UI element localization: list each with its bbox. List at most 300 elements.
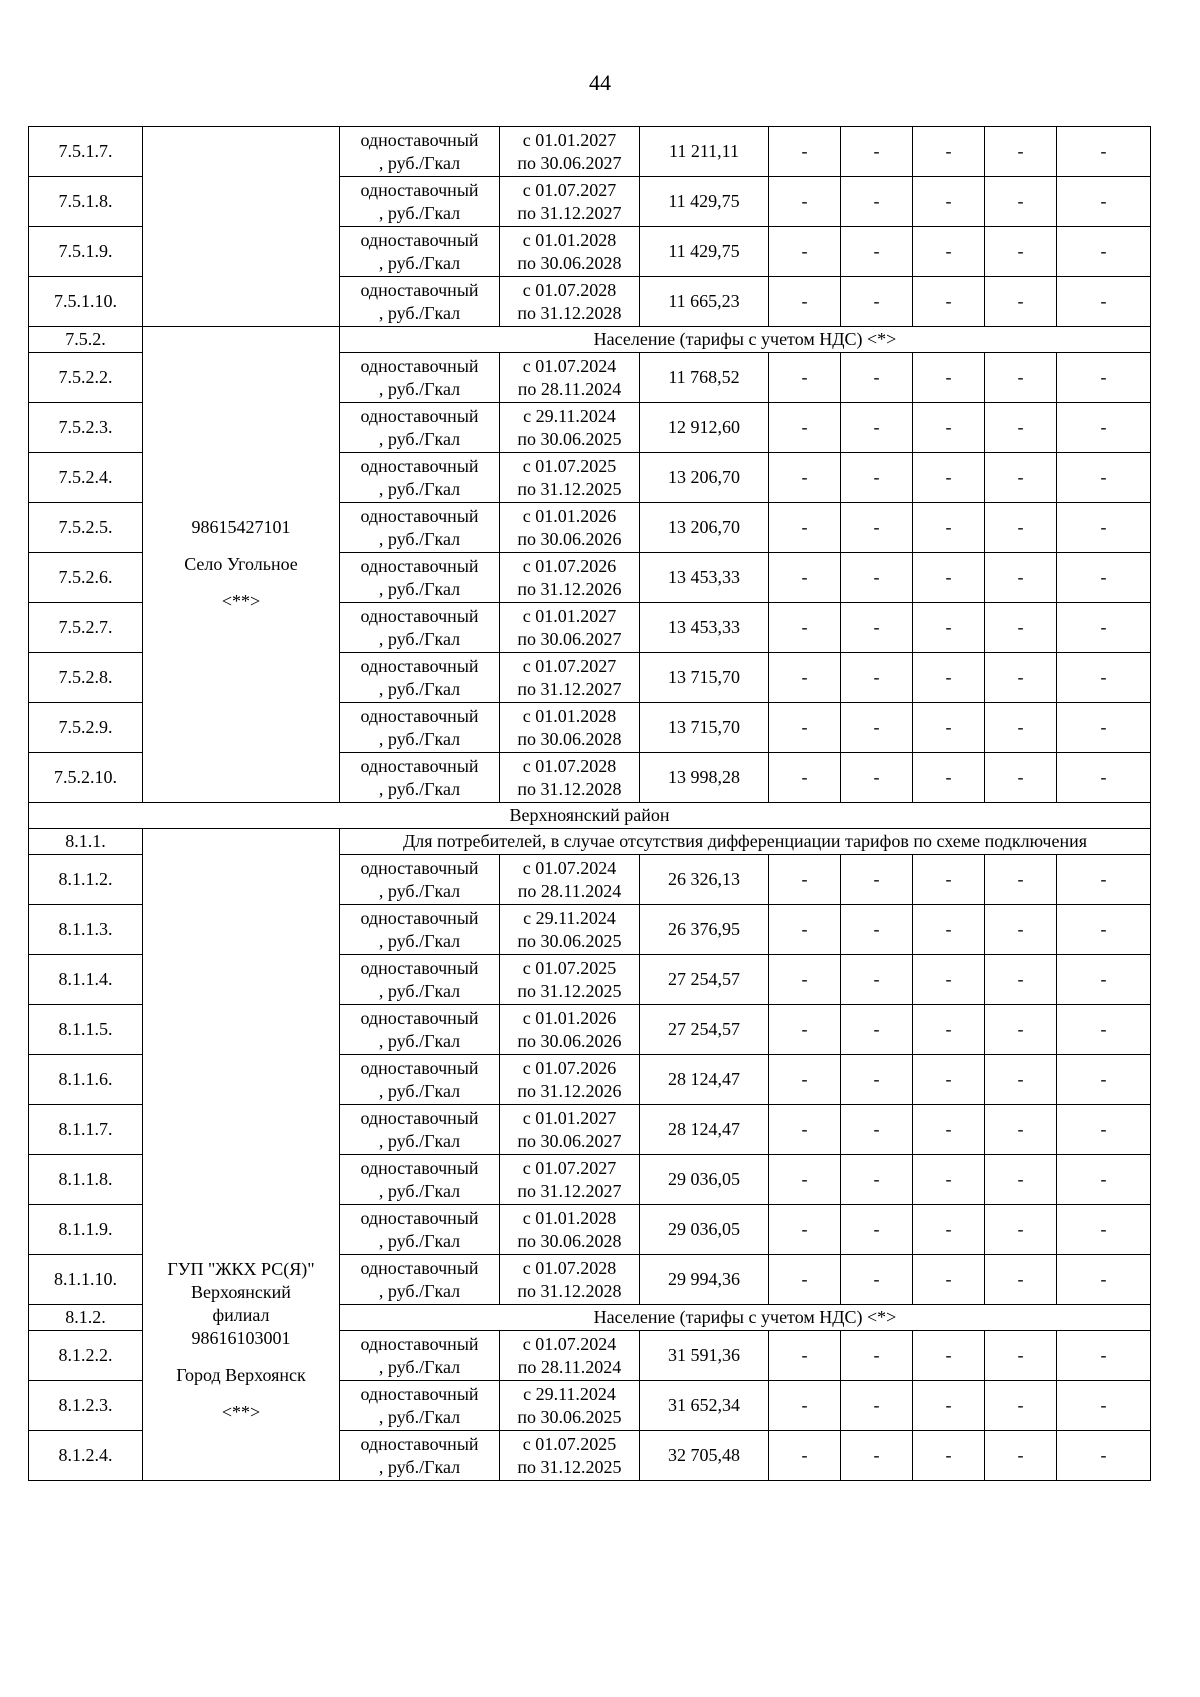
- empty-value: -: [985, 653, 1057, 703]
- spacer: [145, 576, 337, 590]
- empty-value: -: [985, 227, 1057, 277]
- period: [500, 177, 640, 227]
- empty-value: -: [1057, 603, 1151, 653]
- period: [500, 1005, 640, 1055]
- group-header-text: Население (тарифы с учетом НДС) <*>: [340, 1305, 1151, 1331]
- organization-line: 98616103001: [191, 1328, 291, 1348]
- rate-type: [340, 1431, 500, 1481]
- rate-type-line-1: одноставочный: [360, 405, 479, 426]
- period-line-1: с 01.07.2026: [522, 555, 617, 576]
- period: [500, 1205, 640, 1255]
- empty-value: -: [769, 905, 841, 955]
- empty-value: -: [1057, 1055, 1151, 1105]
- rate-type-line-2: , руб./Гкал: [378, 628, 461, 649]
- empty-value: -: [913, 403, 985, 453]
- empty-value: -: [841, 703, 913, 753]
- empty-value: -: [841, 503, 913, 553]
- empty-value: -: [985, 1105, 1057, 1155]
- empty-value: -: [985, 553, 1057, 603]
- empty-value: -: [985, 1381, 1057, 1431]
- empty-value: -: [769, 1431, 841, 1481]
- rate-type-line-2: , руб./Гкал: [378, 1406, 461, 1427]
- period-line-2: по 28.11.2024: [517, 1356, 622, 1377]
- row-number: 8.1.2.3.: [29, 1381, 143, 1431]
- row-number: 8.1.1.7.: [29, 1105, 143, 1155]
- rate-type-line-1: одноставочный: [360, 655, 479, 676]
- row-number: 8.1.2.: [29, 1305, 143, 1331]
- empty-value: -: [985, 353, 1057, 403]
- empty-value: -: [841, 603, 913, 653]
- empty-value: -: [769, 1055, 841, 1105]
- row-number: 8.1.1.3.: [29, 905, 143, 955]
- rate-type-line-2: , руб./Гкал: [378, 578, 461, 599]
- period-line-2: по 30.06.2028: [517, 1230, 622, 1251]
- rate-type: [340, 1155, 500, 1205]
- empty-value: -: [841, 1381, 913, 1431]
- rate-type-line-1: одноставочный: [360, 179, 479, 200]
- empty-value: -: [769, 503, 841, 553]
- empty-value: -: [1057, 1431, 1151, 1481]
- empty-value: -: [1057, 1155, 1151, 1205]
- period: [500, 553, 640, 603]
- empty-value: -: [1057, 453, 1151, 503]
- rate-type-line-1: одноставочный: [360, 857, 479, 878]
- empty-value: -: [841, 1205, 913, 1255]
- period-line-1: с 01.01.2026: [522, 505, 617, 526]
- empty-value: -: [913, 177, 985, 227]
- period: [500, 905, 640, 955]
- rate-type-line-2: , руб./Гкал: [378, 980, 461, 1001]
- empty-value: -: [769, 1105, 841, 1155]
- period: [500, 1331, 640, 1381]
- period-line-2: по 31.12.2025: [517, 1456, 622, 1477]
- rate-type-line-2: , руб./Гкал: [378, 478, 461, 499]
- row-number: 7.5.2.5.: [29, 503, 143, 553]
- empty-value: -: [913, 753, 985, 803]
- empty-value: -: [1057, 1005, 1151, 1055]
- empty-value: -: [1057, 177, 1151, 227]
- rate-type: [340, 1331, 500, 1381]
- empty-value: -: [769, 653, 841, 703]
- period: [500, 353, 640, 403]
- empty-value: -: [769, 855, 841, 905]
- period-line-2: по 31.12.2028: [517, 302, 622, 323]
- row-number: 8.1.1.4.: [29, 955, 143, 1005]
- empty-value: -: [1057, 753, 1151, 803]
- rate-type-line-1: одноставочный: [360, 229, 479, 250]
- empty-value: -: [841, 403, 913, 453]
- empty-value: -: [985, 703, 1057, 753]
- empty-value: -: [985, 1005, 1057, 1055]
- rate-type: [340, 855, 500, 905]
- organization-line: Село Угольное: [184, 554, 298, 574]
- period-line-1: с 01.01.2027: [522, 129, 617, 150]
- tariff-value: 11 429,75: [640, 227, 769, 277]
- empty-value: -: [913, 127, 985, 177]
- rate-type-line-1: одноставочный: [360, 957, 479, 978]
- empty-value: -: [1057, 403, 1151, 453]
- tariff-value: 11 211,11: [640, 127, 769, 177]
- empty-value: -: [1057, 1381, 1151, 1431]
- empty-value: -: [769, 177, 841, 227]
- tariff-value: 29 036,05: [640, 1155, 769, 1205]
- rate-type-line-1: одноставочный: [360, 279, 479, 300]
- rate-type: [340, 353, 500, 403]
- rate-type: [340, 177, 500, 227]
- organization-cell: [143, 327, 340, 803]
- tariff-value: 27 254,57: [640, 1005, 769, 1055]
- empty-value: -: [769, 753, 841, 803]
- organization-line: ГУП "ЖКХ РС(Я)": [167, 1259, 315, 1279]
- tariff-table: [28, 126, 1151, 1481]
- organization-line: Город Верхоянск: [176, 1365, 306, 1385]
- rate-type-line-2: , руб./Гкал: [378, 428, 461, 449]
- period-line-2: по 30.06.2025: [517, 428, 622, 449]
- empty-value: -: [841, 955, 913, 1005]
- rate-type-line-1: одноставочный: [360, 505, 479, 526]
- empty-value: -: [841, 1331, 913, 1381]
- period-line-1: с 01.01.2027: [522, 605, 617, 626]
- rate-type: [340, 1105, 500, 1155]
- rate-type-line-2: , руб./Гкал: [378, 378, 461, 399]
- period-line-1: с 01.07.2027: [522, 655, 617, 676]
- period-line-2: по 30.06.2027: [517, 152, 622, 173]
- row-number: 8.1.1.9.: [29, 1205, 143, 1255]
- tariff-value: 28 124,47: [640, 1055, 769, 1105]
- period-line-2: по 30.06.2025: [517, 930, 622, 951]
- district-row: [29, 803, 1151, 829]
- period-line-1: с 29.11.2024: [523, 1383, 616, 1404]
- empty-value: -: [913, 1381, 985, 1431]
- empty-value: -: [985, 855, 1057, 905]
- period: [500, 453, 640, 503]
- rate-type-line-1: одноставочный: [360, 555, 479, 576]
- empty-value: -: [913, 1055, 985, 1105]
- row-number: 8.1.1.: [29, 829, 143, 855]
- rate-type-line-2: , руб./Гкал: [378, 152, 461, 173]
- tariff-value: 32 705,48: [640, 1431, 769, 1481]
- rate-type-line-1: одноставочный: [360, 1107, 479, 1128]
- period-line-2: по 28.11.2024: [517, 378, 622, 399]
- empty-value: -: [769, 1005, 841, 1055]
- empty-value: -: [985, 905, 1057, 955]
- organization-line: Верхоянский: [191, 1282, 291, 1302]
- period-line-1: с 01.07.2027: [522, 179, 617, 200]
- rate-type-line-2: , руб./Гкал: [378, 1230, 461, 1251]
- empty-value: -: [1057, 553, 1151, 603]
- rate-type: [340, 1381, 500, 1431]
- empty-value: -: [913, 353, 985, 403]
- empty-value: -: [985, 603, 1057, 653]
- rate-type: [340, 1005, 500, 1055]
- empty-value: -: [769, 703, 841, 753]
- tariff-value: 26 326,13: [640, 855, 769, 905]
- row-number: 8.1.1.10.: [29, 1255, 143, 1305]
- period-line-2: по 31.12.2027: [517, 202, 622, 223]
- empty-value: -: [1057, 1105, 1151, 1155]
- period-line-1: с 01.07.2024: [522, 1333, 617, 1354]
- empty-value: -: [913, 453, 985, 503]
- empty-value: -: [913, 855, 985, 905]
- rate-type-line-1: одноставочный: [360, 1433, 479, 1454]
- empty-value: -: [1057, 1205, 1151, 1255]
- empty-value: -: [841, 753, 913, 803]
- empty-value: -: [769, 955, 841, 1005]
- organization-line: 98615427101: [191, 517, 291, 537]
- period-line-2: по 30.06.2028: [517, 728, 622, 749]
- row-number: 7.5.1.8.: [29, 177, 143, 227]
- spacer: [145, 1387, 337, 1401]
- empty-value: -: [913, 1431, 985, 1481]
- rate-type: [340, 127, 500, 177]
- period: [500, 1105, 640, 1155]
- rate-type-line-1: одноставочный: [360, 755, 479, 776]
- empty-value: -: [913, 1205, 985, 1255]
- rate-type-line-1: одноставочный: [360, 605, 479, 626]
- period: [500, 403, 640, 453]
- period-line-1: с 01.01.2026: [522, 1007, 617, 1028]
- empty-value: -: [1057, 1255, 1151, 1305]
- tariff-value: 31 652,34: [640, 1381, 769, 1431]
- empty-value: -: [1057, 905, 1151, 955]
- period: [500, 955, 640, 1005]
- period: [500, 855, 640, 905]
- rate-type: [340, 955, 500, 1005]
- empty-value: -: [913, 1005, 985, 1055]
- empty-value: -: [985, 1331, 1057, 1381]
- row-number: 7.5.2.10.: [29, 753, 143, 803]
- empty-value: -: [985, 503, 1057, 553]
- spacer: [145, 539, 337, 553]
- empty-value: -: [841, 855, 913, 905]
- period: [500, 127, 640, 177]
- organization-line: <**>: [221, 591, 261, 611]
- empty-value: -: [985, 453, 1057, 503]
- rate-type: [340, 753, 500, 803]
- group-header-text: Для потребителей, в случае отсутствия дифференциации тарифов по схеме подключения: [340, 829, 1151, 855]
- rate-type-line-2: , руб./Гкал: [378, 252, 461, 273]
- tariff-value: 26 376,95: [640, 905, 769, 955]
- empty-value: -: [841, 553, 913, 603]
- empty-value: -: [841, 127, 913, 177]
- period: [500, 227, 640, 277]
- rate-type: [340, 603, 500, 653]
- period: [500, 1055, 640, 1105]
- empty-value: -: [769, 603, 841, 653]
- rate-type-line-2: , руб./Гкал: [378, 302, 461, 323]
- empty-value: -: [985, 1055, 1057, 1105]
- empty-value: -: [841, 1005, 913, 1055]
- empty-value: -: [769, 127, 841, 177]
- rate-type-line-1: одноставочный: [360, 1333, 479, 1354]
- tariff-value: 13 453,33: [640, 553, 769, 603]
- rate-type: [340, 905, 500, 955]
- tariff-value: 12 912,60: [640, 403, 769, 453]
- rate-type-line-1: одноставочный: [360, 129, 479, 150]
- tariff-value: 11 768,52: [640, 353, 769, 403]
- row-number: 7.5.2.3.: [29, 403, 143, 453]
- rate-type: [340, 403, 500, 453]
- empty-value: -: [985, 403, 1057, 453]
- period-line-1: с 01.07.2025: [522, 1433, 617, 1454]
- period-line-2: по 31.12.2028: [517, 778, 622, 799]
- rate-type-line-1: одноставочный: [360, 907, 479, 928]
- period: [500, 277, 640, 327]
- period-line-1: с 01.07.2024: [522, 355, 617, 376]
- rate-type-line-2: , руб./Гкал: [378, 202, 461, 223]
- organization-line: <**>: [221, 1402, 261, 1422]
- empty-value: -: [1057, 1331, 1151, 1381]
- row-number: 8.1.2.4.: [29, 1431, 143, 1481]
- empty-value: -: [913, 1105, 985, 1155]
- empty-value: -: [985, 1255, 1057, 1305]
- period: [500, 703, 640, 753]
- empty-value: -: [841, 353, 913, 403]
- tariff-value: 11 665,23: [640, 277, 769, 327]
- empty-value: -: [913, 603, 985, 653]
- empty-value: -: [913, 227, 985, 277]
- empty-value: -: [985, 1431, 1057, 1481]
- period: [500, 653, 640, 703]
- row-number: 7.5.2.: [29, 327, 143, 353]
- organization-line: филиал: [212, 1305, 270, 1325]
- empty-value: -: [913, 553, 985, 603]
- empty-value: -: [841, 1155, 913, 1205]
- rate-type: [340, 703, 500, 753]
- tariff-value: 11 429,75: [640, 177, 769, 227]
- page-number: 44: [589, 70, 611, 95]
- empty-value: -: [841, 277, 913, 327]
- rate-type-line-2: , руб./Гкал: [378, 1130, 461, 1151]
- row-number: 8.1.1.5.: [29, 1005, 143, 1055]
- period: [500, 1381, 640, 1431]
- rate-type-line-2: , руб./Гкал: [378, 880, 461, 901]
- empty-value: -: [841, 905, 913, 955]
- empty-value: -: [1057, 955, 1151, 1005]
- empty-value: -: [769, 403, 841, 453]
- empty-value: -: [769, 453, 841, 503]
- spacer: [145, 1350, 337, 1364]
- rate-type: [340, 277, 500, 327]
- rate-type-line-1: одноставочный: [360, 1157, 479, 1178]
- empty-value: -: [769, 277, 841, 327]
- tariff-value: 31 591,36: [640, 1331, 769, 1381]
- empty-value: -: [1057, 703, 1151, 753]
- empty-value: -: [841, 653, 913, 703]
- rate-type-line-2: , руб./Гкал: [378, 678, 461, 699]
- rate-type-line-2: , руб./Гкал: [378, 728, 461, 749]
- period: [500, 603, 640, 653]
- row-number: 7.5.1.10.: [29, 277, 143, 327]
- row-number: 7.5.2.2.: [29, 353, 143, 403]
- row-number: 7.5.2.6.: [29, 553, 143, 603]
- rate-type-line-2: , руб./Гкал: [378, 1180, 461, 1201]
- rate-type-line-2: , руб./Гкал: [378, 1456, 461, 1477]
- period-line-1: с 01.07.2024: [522, 857, 617, 878]
- empty-value: -: [1057, 227, 1151, 277]
- rate-type: [340, 453, 500, 503]
- rate-type: [340, 1205, 500, 1255]
- empty-value: -: [985, 127, 1057, 177]
- rate-type: [340, 227, 500, 277]
- empty-value: -: [841, 1431, 913, 1481]
- period-line-1: с 29.11.2024: [523, 907, 616, 928]
- rate-type-line-2: , руб./Гкал: [378, 930, 461, 951]
- empty-value: -: [1057, 653, 1151, 703]
- period-line-1: с 01.07.2028: [522, 755, 617, 776]
- empty-value: -: [769, 353, 841, 403]
- empty-value: -: [769, 1205, 841, 1255]
- period-line-1: с 01.07.2027: [522, 1157, 617, 1178]
- empty-value: -: [985, 753, 1057, 803]
- period-line-1: с 01.07.2026: [522, 1057, 617, 1078]
- period-line-1: с 01.07.2025: [522, 957, 617, 978]
- period-line-1: с 01.01.2028: [522, 705, 617, 726]
- rate-type-line-1: одноставочный: [360, 1057, 479, 1078]
- period: [500, 753, 640, 803]
- table-row: [29, 127, 1151, 177]
- row-number: 8.1.1.6.: [29, 1055, 143, 1105]
- period-line-1: с 01.01.2028: [522, 1207, 617, 1228]
- rate-type-line-2: , руб./Гкал: [378, 1356, 461, 1377]
- rate-type-line-1: одноставочный: [360, 1257, 479, 1278]
- rate-type-line-1: одноставочный: [360, 1207, 479, 1228]
- tariff-value: 13 206,70: [640, 503, 769, 553]
- row-number: 7.5.1.9.: [29, 227, 143, 277]
- empty-value: -: [769, 1255, 841, 1305]
- rate-type-line-2: , руб./Гкал: [378, 528, 461, 549]
- period-line-1: с 01.07.2028: [522, 1257, 617, 1278]
- empty-value: -: [913, 905, 985, 955]
- rate-type-line-2: , руб./Гкал: [378, 778, 461, 799]
- rate-type: [340, 503, 500, 553]
- empty-value: -: [841, 1255, 913, 1305]
- period-line-2: по 30.06.2026: [517, 1030, 622, 1051]
- empty-value: -: [769, 1381, 841, 1431]
- period-line-2: по 31.12.2027: [517, 678, 622, 699]
- empty-value: -: [985, 277, 1057, 327]
- district-name: Верхноянский район: [29, 803, 1151, 829]
- empty-value: -: [1057, 127, 1151, 177]
- empty-value: -: [913, 503, 985, 553]
- period-line-2: по 30.06.2028: [517, 252, 622, 273]
- empty-value: -: [985, 177, 1057, 227]
- row-number: 7.5.2.8.: [29, 653, 143, 703]
- rate-type: [340, 553, 500, 603]
- row-number: 7.5.2.4.: [29, 453, 143, 503]
- period-line-1: с 29.11.2024: [523, 405, 616, 426]
- row-number: 8.1.1.2.: [29, 855, 143, 905]
- empty-value: -: [841, 453, 913, 503]
- period: [500, 503, 640, 553]
- empty-value: -: [913, 1155, 985, 1205]
- rate-type-line-1: одноставочный: [360, 705, 479, 726]
- organization-cell: [143, 127, 340, 327]
- empty-value: -: [985, 955, 1057, 1005]
- empty-value: -: [769, 553, 841, 603]
- row-number: 7.5.1.7.: [29, 127, 143, 177]
- empty-value: -: [913, 1255, 985, 1305]
- period: [500, 1255, 640, 1305]
- tariff-value: 28 124,47: [640, 1105, 769, 1155]
- tariff-value: 13 998,28: [640, 753, 769, 803]
- empty-value: -: [913, 955, 985, 1005]
- empty-value: -: [769, 1331, 841, 1381]
- group-header-text: Население (тарифы с учетом НДС) <*>: [340, 327, 1151, 353]
- row-number: 8.1.2.2.: [29, 1331, 143, 1381]
- empty-value: -: [985, 1155, 1057, 1205]
- period-line-2: по 31.12.2025: [517, 980, 622, 1001]
